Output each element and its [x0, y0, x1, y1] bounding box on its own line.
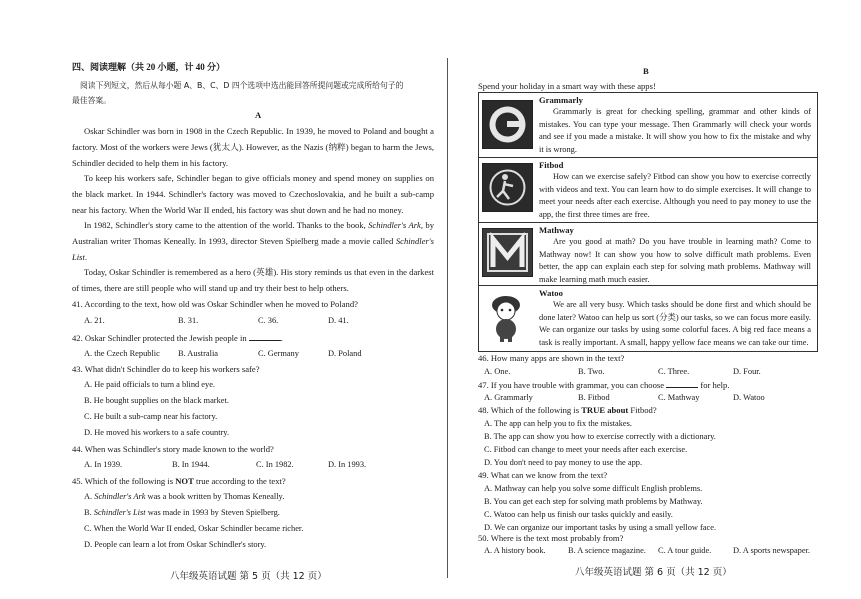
answer-blank[interactable]	[249, 332, 281, 341]
question-50: 50. Where is the text most probably from?	[478, 533, 624, 543]
question-41: 41. According to the text, how old was Oskar Schindler when he moved to Poland?	[72, 299, 358, 309]
grammarly-g-icon	[482, 100, 533, 149]
q45-option-c[interactable]: C. When the World War II ended, Oskar Schindler became richer.	[84, 524, 304, 533]
q41-option-d[interactable]: D. 41.	[328, 316, 349, 325]
q46-option-d[interactable]: D. Four.	[733, 367, 761, 376]
question-45: 45. Which of the following is NOT true according to the text?	[72, 476, 286, 486]
q44-option-a[interactable]: A. In 1939.	[84, 460, 123, 469]
q50-option-a[interactable]: A. A history book.	[484, 546, 546, 555]
q48-option-d[interactable]: D. You don't need to pay money to use the app.	[484, 458, 643, 467]
q47-option-a[interactable]: A. Grammarly	[484, 393, 533, 402]
question-42: 42. Oskar Schindler protected the Jewish people in .	[72, 333, 284, 343]
q44-option-d[interactable]: D. In 1993.	[328, 460, 367, 469]
instruction-line-2: 最佳答案。	[72, 96, 111, 105]
app-card-watoo	[478, 285, 818, 352]
watoo-character-icon	[482, 291, 531, 338]
passage-b-label: B	[643, 66, 649, 76]
q44-option-c[interactable]: C. In 1982.	[256, 460, 294, 469]
q46-option-b[interactable]: B. Two.	[578, 367, 605, 376]
paragraph-4: Today, Oskar Schindler is remembered as a hero (英雄). His story reminds us that even in the darkest of times, there are still people who will stand up and try their best to help others.	[72, 267, 434, 293]
question-46: 46. How many apps are shown in the text?	[478, 353, 625, 363]
section-title: 四、阅读理解（共 20 小题，计 40 分）	[72, 62, 226, 72]
apps-intro: Spend your holiday in a smart way with these apps!	[478, 81, 656, 91]
app-desc-watoo: We are all very busy. Which tasks should be done first and which should be done later? Watoo can help us sort (分类) our tasks, so we can focus more easily. We can organize our tasks by using some colorful faces. A big red face means a task is really important. A small, happy yellow face means we can take our time.	[539, 300, 811, 347]
answer-blank[interactable]	[666, 379, 698, 388]
q41-option-c[interactable]: C. 36.	[258, 316, 279, 325]
question-47: 47. If you have trouble with grammar, you can choose for help.	[478, 380, 730, 390]
paragraph-3: In 1982, Schindler's story came to the attention of the world. Thanks to the book, Schindler's Ark, by Australian writer Thomas Keneally. In 1993, director Steven Spielberg made a movie called Schindler's List.	[72, 220, 435, 262]
app-desc-grammarly: Grammarly is great for checking spelling, grammar and other kinds of mistakes. You can type your message. Then Grammarly will check your words and see if you made a mistake. It will show you how to fix the mistake and why it is wrong.	[539, 107, 811, 154]
fitbod-exercise-icon	[482, 163, 533, 212]
question-49: 49. What can we know from the text?	[478, 470, 608, 480]
q43-option-d[interactable]: D. He moved his workers to a safe country.	[84, 428, 230, 437]
page-footer-left: 八年级英语试题 第 5 页（共 12 页）	[170, 571, 327, 582]
q46-option-c[interactable]: C. Three.	[658, 367, 690, 376]
q45-option-d[interactable]: D. People can learn a lot from Oskar Schindler's story.	[84, 540, 267, 549]
q50-option-d[interactable]: D. A sports newspaper.	[733, 546, 810, 555]
page-divider	[447, 58, 448, 578]
q48-option-b[interactable]: B. The app can show you how to exercise correctly with a dictionary.	[484, 432, 716, 441]
instruction-line-1: 阅读下列短文，然后从每小题 A、B、C、D 四个选项中选出能回答所提问题或完成所给句子的	[80, 81, 404, 90]
question-44: 44. When was Schindler's story made known to the world?	[72, 444, 274, 454]
q50-option-c[interactable]: C. A tour guide.	[658, 546, 712, 555]
q47-option-b[interactable]: B. Fitbod	[578, 393, 610, 402]
app-card-grammarly	[478, 92, 818, 158]
q48-option-c[interactable]: C. Fitbod can change to meet your needs after each exercise.	[484, 445, 688, 454]
q42-option-c[interactable]: C. Germany	[258, 349, 299, 358]
app-desc-fitbod: How can we exercise safely? Fitbod can show you how to exercise correctly with videos and text. You can learn how to do simple exercises. It will change to meet your needs after each exercise. Although you need to pay money to use the app, the first three times are free.	[539, 172, 811, 219]
q41-option-a[interactable]: A. 21.	[84, 316, 105, 325]
paragraph-1: Oskar Schindler was born in 1908 in the Czech Republic. In 1939, he moved to Poland and bought a factory. Most of the workers were Jews (犹太人). However, as the Nazis (纳粹) began to harm the Jews, Schindler decided to help them in his factory.	[72, 126, 434, 168]
question-43: 43. What didn't Schindler do to keep his workers safe?	[72, 364, 260, 374]
app-desc-mathway: Are you good at math? Do you have trouble in learning math? Come to Mathway now! It can show you how to solve difficult math problems. Even better, the app can explain each step for solving math problems. Mathway will make learning math much easier.	[539, 237, 811, 284]
paragraph-2: To keep his workers safe, Schindler began to give officials money and spend money on supplies on the black market. In 1944. Schindler's factory was moved to Czechoslovakia, and he built a sub-camp near his factory. When the World War II ended, his factory was shut down and he had no money.	[72, 173, 434, 215]
q43-option-a[interactable]: A. He paid officials to turn a blind eye.	[84, 380, 216, 389]
q43-option-c[interactable]: C. He built a sub-camp near his factory.	[84, 412, 218, 421]
q48-option-a[interactable]: A. The app can help you to fix the mistakes.	[484, 419, 633, 428]
app-name-watoo: Watoo	[539, 288, 563, 298]
q41-option-b[interactable]: B. 31.	[178, 316, 199, 325]
q42-option-b[interactable]: B. Australia	[178, 349, 219, 358]
q49-option-b[interactable]: B. You can get each step for solving math problems by Mathway.	[484, 497, 703, 506]
app-card-fitbod	[478, 157, 818, 223]
app-name-mathway: Mathway	[539, 225, 574, 235]
passage-a-label: A	[255, 110, 262, 120]
q49-option-d[interactable]: D. We can organize our important tasks by using a small yellow face.	[484, 523, 717, 532]
page-footer-right: 八年级英语试题 第 6 页（共 12 页）	[575, 567, 732, 578]
app-card-mathway	[478, 222, 818, 286]
q46-option-a[interactable]: A. One.	[484, 367, 511, 376]
q49-option-a[interactable]: A. Mathway can help you solve some difficult English problems.	[484, 484, 703, 493]
q44-option-b[interactable]: B. In 1944.	[172, 460, 210, 469]
q43-option-b[interactable]: B. He bought supplies on the black market.	[84, 396, 229, 405]
app-name-grammarly: Grammarly	[539, 95, 583, 105]
q45-option-a[interactable]: A. Schindler's Ark was a book written by Thomas Keneally.	[84, 492, 285, 501]
q42-option-d[interactable]: D. Poland	[328, 349, 362, 358]
q47-option-d[interactable]: D. Watoo	[733, 393, 765, 402]
mathway-m-icon	[482, 228, 533, 277]
app-name-fitbod: Fitbod	[539, 160, 564, 170]
q42-option-a[interactable]: A. the Czech Republic	[84, 349, 160, 358]
q47-option-c[interactable]: C. Mathway	[658, 393, 700, 402]
q50-option-b[interactable]: B. A science magazine.	[568, 546, 646, 555]
q45-option-b[interactable]: B. Schindler's List was made in 1993 by Steven Spielberg.	[84, 508, 280, 517]
q49-option-c[interactable]: C. Watoo can help us finish our tasks quickly and easily.	[484, 510, 673, 519]
question-48: 48. Which of the following is TRUE about Fitbod?	[478, 405, 657, 415]
